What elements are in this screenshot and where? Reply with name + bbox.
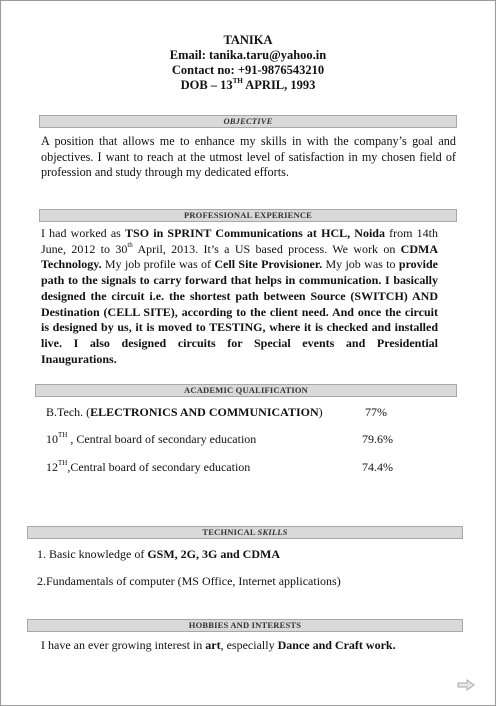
contact-line: Contact no: +91-9876543210 — [171, 63, 325, 77]
twelfth-label: 12 — [46, 460, 58, 474]
experience-text-2: TSO in SPRINT Communications at HCL, Noida — [125, 226, 385, 240]
academic-row-12th — [46, 460, 250, 474]
twelfth-sup: TH — [58, 459, 68, 467]
objective-text: A position that allows me to enhance my skills in with the company’s goal and objectives. I want to reach at the utmost level of satisfaction in my chosen field of profession and study through my dedicated efforts. — [41, 134, 456, 180]
academic-row-10th — [46, 432, 256, 446]
next-page-arrow-icon[interactable] — [457, 679, 475, 691]
btech-close: ) — [318, 405, 323, 419]
twelfth-percentage: 74.4% — [362, 460, 393, 474]
technical-heading-b: SKILLS — [257, 527, 288, 537]
experience-sup: th — [127, 240, 133, 249]
technical-heading — [27, 526, 463, 539]
skill-item-1-label: 1. Basic knowledge of — [37, 547, 148, 561]
dob-line — [1, 78, 495, 93]
objective-heading: OBJECTIVE — [39, 115, 457, 128]
hobbies-text-b: art — [205, 638, 221, 652]
btech-percentage: 77% — [365, 405, 387, 419]
experience-text-4: April, 2013. It’s a US based process. We work on — [132, 241, 401, 256]
tenth-sup: TH — [58, 431, 68, 439]
email-line: Email: tanika.taru@yahoo.in — [169, 48, 327, 62]
academic-heading: ACADEMIC QUALIFICATION — [35, 384, 457, 397]
skill-item-1-bold: GSM, 2G, 3G and CDMA — [147, 547, 280, 561]
hobbies-text-d: Dance and Craft work. — [277, 638, 396, 652]
experience-text — [41, 226, 438, 367]
skill-item-2: 2.Fundamentals of computer (MS Office, Internet applications) — [37, 574, 341, 588]
dob-sup: TH — [232, 77, 243, 85]
hobbies-text-a: I have an ever growing interest in — [41, 638, 206, 652]
tenth-percentage: 79.6% — [362, 432, 393, 446]
btech-label: B.Tech. ( — [46, 405, 91, 419]
experience-text-5: CDMA Technology. — [41, 241, 438, 272]
experience-text-6: My job profile was of — [101, 257, 215, 272]
skill-item-1 — [37, 547, 280, 561]
experience-heading: PROFESSIONAL EXPERIENCE — [39, 209, 457, 222]
hobbies-text-c: , especially — [220, 638, 278, 652]
tenth-board: , Central board of secondary education — [67, 432, 257, 446]
dob-prefix: DOB – 13 — [180, 78, 233, 92]
experience-text-9: provide path to the signals to carry forward that helps in communication. I basically designed the circuit i.e. the shortest path between Source (SWITCH) AND Destination (CELL SITE), according to the client need. And once the circuit is designed by us, it is moved to TESTING, where it is checked and installed live. I also designed circuits for Special events and Presidential Inaugurations. — [41, 257, 439, 366]
experience-text-3: from 14th June, 2012 to 30 — [41, 226, 438, 256]
academic-row-btech — [46, 405, 323, 419]
twelfth-board: ,Central board of secondary education — [67, 460, 251, 474]
hobbies-heading: HOBBIES AND INTERESTS — [27, 619, 463, 632]
btech-branch: ELECTRONICS AND COMMUNICATION — [90, 405, 319, 419]
technical-heading-a: TECHNICAL — [202, 527, 258, 537]
experience-text-7: Cell Site Provisioner. — [214, 257, 323, 272]
experience-text-1: I had worked as — [41, 226, 126, 240]
tenth-label: 10 — [46, 432, 58, 446]
experience-text-8: My job was to — [322, 257, 399, 272]
dob-suffix: APRIL, 1993 — [242, 78, 316, 92]
resume-name: TANIKA — [223, 33, 273, 47]
hobbies-text — [41, 638, 396, 652]
